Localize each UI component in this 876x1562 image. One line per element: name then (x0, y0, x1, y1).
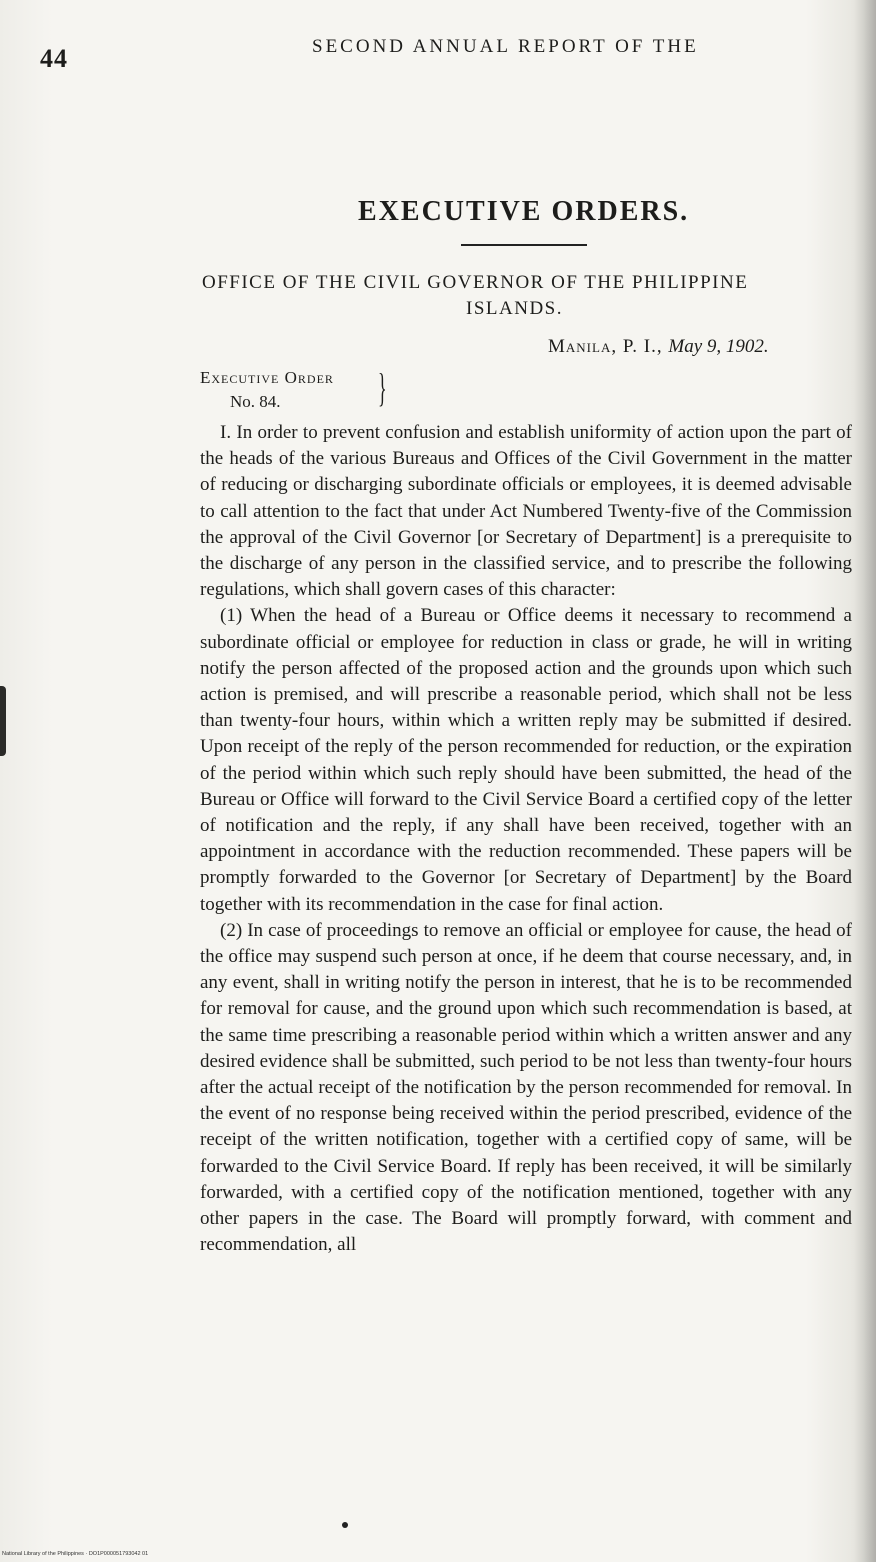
scan-credit: National Library of the Philippines · DO1P000051793042 01 (2, 1551, 149, 1557)
page-speck (342, 1522, 348, 1528)
executive-order-number: No. 84. (230, 392, 281, 411)
executive-order-label: Executive Order (200, 368, 334, 387)
paragraph-removal: (2) In case of proceedings to remove an official or employee for cause, the head of the office may suspend such person at once, if he deem that course necessary, and, in any event, shall in writing notify the person in interest, that he is to be recommended for removal for cause, and the ground upon which such recommendation is based, at the same time prescribing a reasonable period within which a written answer and any desired evidence shall be submitted, such period to be not less than twenty-four hours after the actual receipt of the notification by the person recommended for removal. In the event of no response being received within the period prescribed, evidence of the receipt of the written notification, together with a certified copy of same, will be forwarded to the Civil Service Board. If reply has been received, it will be similarly forwarded, with a certified copy of the notification mentioned, together with any other papers in the case. The Board will promptly forward, with comment and recommendation, all (200, 919, 852, 1256)
dateline-date: May 9, 1902. (668, 336, 769, 357)
dateline-place: Manila, P. I., (548, 336, 669, 357)
paragraph-reduction: (1) When the head of a Bureau or Office deems it necessary to recommend a subordinate official or employee for reduction in class or grade, he will in writing notify the person affected of the proposed action and the grounds upon which such action is premised, and will prescribe a reasonable period, which shall not be less than twenty-four hours, within which a written reply may be submitted if desired. Upon receipt of the reply of the person recommended for reduction, or the expiration of the period within which such reply should have been submitted, the head of the Bureau or Office will forward to the Civil Service Board a certified copy of the letter of notification and the reply, if any shall have been received, together with an appointment in accordance with the reduction recommended. These papers will be promptly forwarded to the Governor [or Secretary of Department] by the Board together with its recommendation in the case for final action. (200, 605, 852, 915)
page-edge-shadow (854, 0, 876, 1562)
office-heading-line2: ISLANDS. (466, 298, 563, 319)
title-rule (461, 244, 587, 246)
order-brace: } (378, 365, 387, 410)
office-heading-line1: OFFICE OF THE CIVIL GOVERNOR OF THE PHILIPPINE (202, 272, 749, 293)
page-number: 44 (40, 44, 68, 73)
paragraph-intro: I. In order to prevent confusion and establish uniformity of action upon the part of the heads of the various Bureaus and Offices of the Civil Government in the matter of reducing or discharging subordinate officials or employees, it is deemed advisable to call attention to the fact that under Act Numbered Twenty-five of the Commission the approval of the Civil Governor [or Secretary of Department] is a prerequisite to the discharge of any person in the classified service, and to prescribe the following regulations, which shall govern cases of this character: (200, 422, 852, 601)
running-head: SECOND ANNUAL REPORT OF THE (312, 36, 699, 57)
dateline (548, 336, 769, 358)
scan-margin-mark (0, 686, 6, 756)
section-title: EXECUTIVE ORDERS. (358, 196, 690, 227)
order-body (200, 420, 852, 1259)
